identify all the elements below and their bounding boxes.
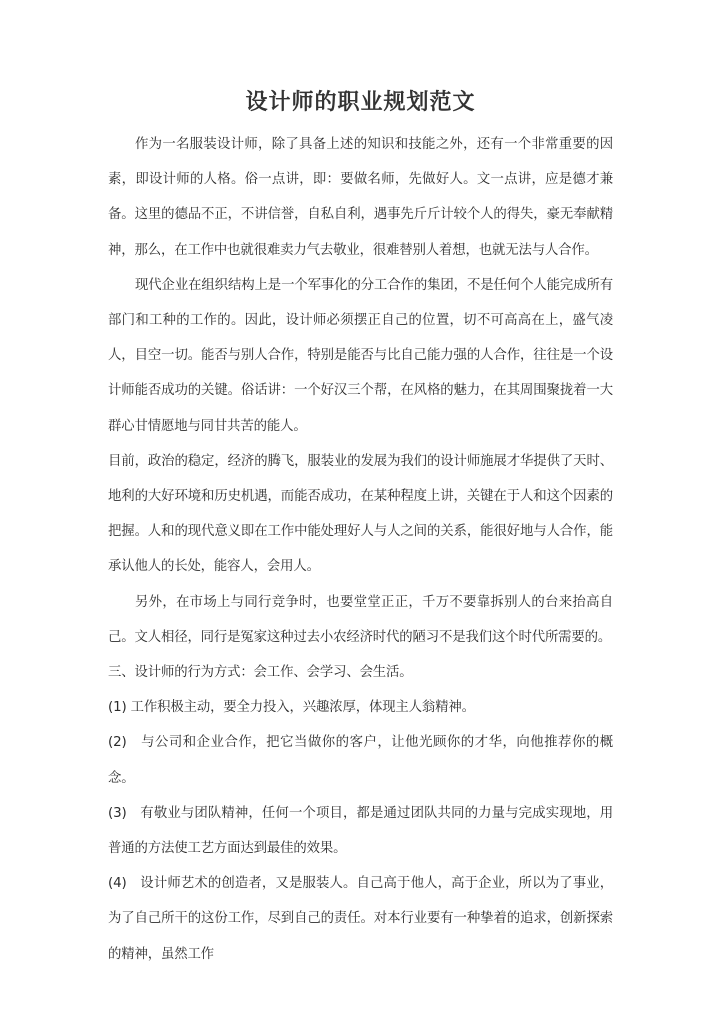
paragraph-designer-character: 作为一名服装设计师，除了具备上述的知识和技能之外，还有一个非常重要的因素，即设计师的人格。俗一点讲，即：要做名师，先做好人。文一点讲，应是德才兼备。这里的德品不正，不讲信誉，自私自利，遇事先斤斤计较个人的得失，豪无奉献精神，那么，在工作中也就很难卖力气去敬业，很难替别人着想，也就无法与人合作。 — [108, 137, 613, 258]
list-item-4: (4) 设计师艺术的创造者，又是服装人。自己高于他人，高于企业，所以为了事业，为了自己所干的这份工作，尽到自己的责任。对本行业要有一种挚着的追求，创新探索的精神，虽然工作 — [108, 876, 613, 962]
list-item-2: (2) 与公司和企业合作，把它当做你的客户，让他光顾你的才华，向他推荐你的概念。 — [108, 735, 613, 786]
paragraph-teamwork: 现代企业在组织结构上是一个军事化的分工合作的集团，不是任何个人能完成所有部门和工种的工作的。因此，设计师必须摆正自己的位置，切不可高高在上，盛气凌人，目空一切。能否与别人合作，特别是能否与比自己能力强的人合作，往往是一个设计师能否成功的关键。俗话讲：一个好汉三个帮，在风格的魅力，在其周围聚拢着一大群心甘情愿地与同甘共苦的能人。 — [108, 277, 613, 434]
document-title: 设计师的职业规划范文 — [245, 90, 476, 115]
paragraph-opportunity: 目前，政治的稳定，经济的腾飞，服装业的发展为我们的设计师施展才华提供了天时、地利的大好环境和历史机遇，而能否成功，在某种程度上讲，关键在于人和这个因素的把握。人和的现代意义即在工作中能处理好人与人之间的关系，能很好地与人合作，能承认他人的长处，能容人，会用人。 — [108, 453, 613, 575]
section-heading-behavior: 三、设计师的行为方式：会工作、会学习、会生活。 — [108, 665, 413, 681]
list-item-1: (1) 工作积极主动，要全力投入，兴趣浓厚，体现主人翁精神。 — [108, 700, 475, 716]
document-page — [108, 88, 613, 972]
list-item-3: (3) 有敬业与团队精神，任何一个项目，都是通过团队共同的力量与完成实现地，用普通的方法使工艺方面达到最佳的效果。 — [108, 805, 613, 857]
paragraph-competition: 另外，在市场上与同行竞争时，也要堂堂正正，千万不要靠拆别人的台来抬高自己。文人相径，同行是冤家这种过去小农经济时代的陋习不是我们这个时代所需要的。 — [108, 594, 613, 645]
